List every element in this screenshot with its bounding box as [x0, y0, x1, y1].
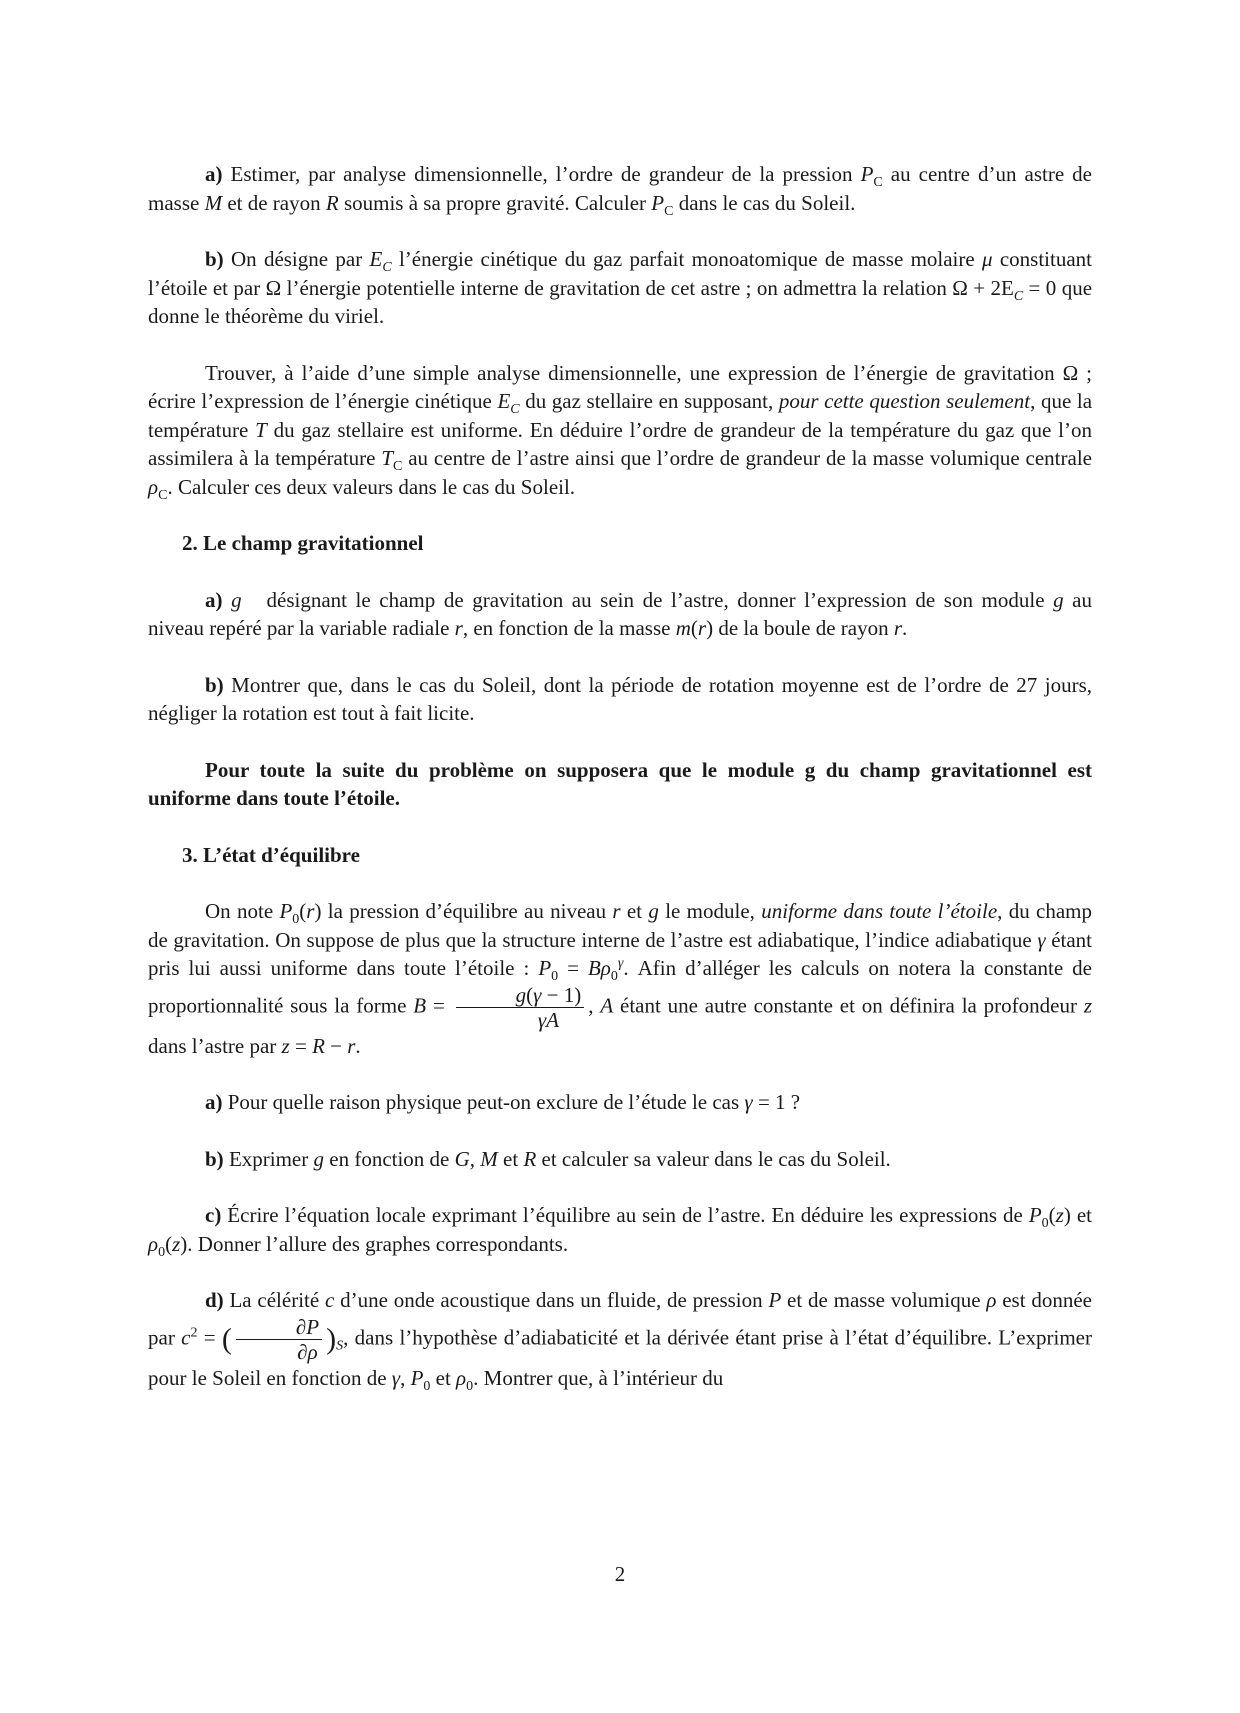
question-3b: b) Exprimer g en fonction de G, M et R et calculer sa valeur dans le cas du Soleil.: [205, 1146, 891, 1171]
page-content: [148, 160, 1092, 1420]
question-2b: b) Montrer que, dans le cas du Soleil, dont la période de rotation moyenne est de l’ordre de 27 jours, négliger la rotation est tout à fait licite.: [148, 672, 1092, 725]
label: a): [205, 1090, 223, 1114]
label: a): [205, 587, 223, 612]
label: b): [205, 672, 224, 697]
fraction: $\frac{g(\gamma - 1)}{\gamma A}$: [456, 983, 585, 1032]
question-1b: b) On désigne par $E_C$ l’énergie cinétique du gaz parfait monoatomique de masse molaire μ constituant l’étoile et par Ω l’énergie potentielle interne de gravitation de cet astre ; on admettra la relation $\Omega + 2E_C = 0$ que donne le théorème du viriel.: [148, 247, 1093, 328]
section-3-intro: On note $P_0(r)$ la pression d’équilibre au niveau r et g le module, uniforme dans toute l’étoile, du champ de gravitation. On suppose de plus que la structure interne de l’astre est adiabatique, l’indice adiabatique γ étant pris lui aussi uniforme dans toute l’étoile : $P_0 = B\rho_0^\gamma$. Afin d’alléger les calculs on notera la constante de proportionnalité sous la forme B = $\frac{g(\gamma - 1)}{\gamma A}$ , A étant une autre constante et on définira la profondeur z dans l’astre par z = R − r.: [148, 899, 1093, 1058]
question-3a: a) Pour quelle raison physique peut-on exclure de l’étude le cas γ = 1 ?: [205, 1090, 801, 1114]
question-3d: d) La célérité c d’une onde acoustique dans un fluide, de pression P et de masse volumique ρ est donnée par $c^2$ = ( $\frac{\partial P}{\partial\rho}$ )$_S$, dans l’hypothèse d’adiabaticité et la dérivée étant prise à l’état d’équilibre. L’exprimer pour le Soleil en fonction de γ, $P_0$ et $\rho_0$. Montrer que, à l’intérieur du: [148, 1288, 1092, 1394]
question-2a: a) g⃗ désignant le champ de gravitation au sein de l’astre, donner l’expression de son module g au niveau repéré par la variable radiale r, en fonction de la masse m(r) de la boule de rayon r.: [148, 587, 1092, 640]
fraction: $\frac{\partial P}{\partial\rho}$: [236, 1315, 322, 1364]
page-number: 2: [614, 1562, 626, 1586]
label: a): [205, 162, 223, 186]
section-2-title: 2. Le champ gravitationnel: [182, 531, 424, 555]
label: d): [205, 1288, 224, 1312]
label: b): [205, 1146, 224, 1171]
assumption-note: Pour toute la suite du problème on supposera que le module g du champ gravitationnel est uniforme dans toute l’étoile.: [148, 757, 1092, 810]
question-1a: a) Estimer, par analyse dimensionnelle, l’ordre de grandeur de la pression $P_C$ au centre d’un astre de masse M et de rayon R soumis à sa propre gravité. Calculer $P_C$ dans le cas du Soleil.: [148, 162, 1092, 219]
question-3c: c) Écrire l’équation locale exprimant l’équilibre au sein de l’astre. En déduire les expressions de $P_0(z)$ et $\rho_0(z)$. Donner l’allure des graphes correspondants.: [148, 1203, 1092, 1260]
label: c): [205, 1203, 222, 1227]
label: b): [205, 247, 224, 271]
section-3-title: 3. L’état d’équilibre: [182, 842, 360, 867]
question-1c: Trouver, à l’aide d’une simple analyse dimensionnelle, une expression de l’énergie de gravitation Ω ; écrire l’expression de l’énergie cinétique $E_C$ du gaz stellaire en supposant, pour cette question seulement, que la température T du gaz stellaire est uniforme. En déduire l’ordre de grandeur de la température du gaz que l’on assimilera à la température $T_C$ au centre de l’astre ainsi que l’ordre de grandeur de la masse volumique centrale $\rho_C$. Calculer ces deux valeurs dans le cas du Soleil.: [148, 360, 1093, 503]
